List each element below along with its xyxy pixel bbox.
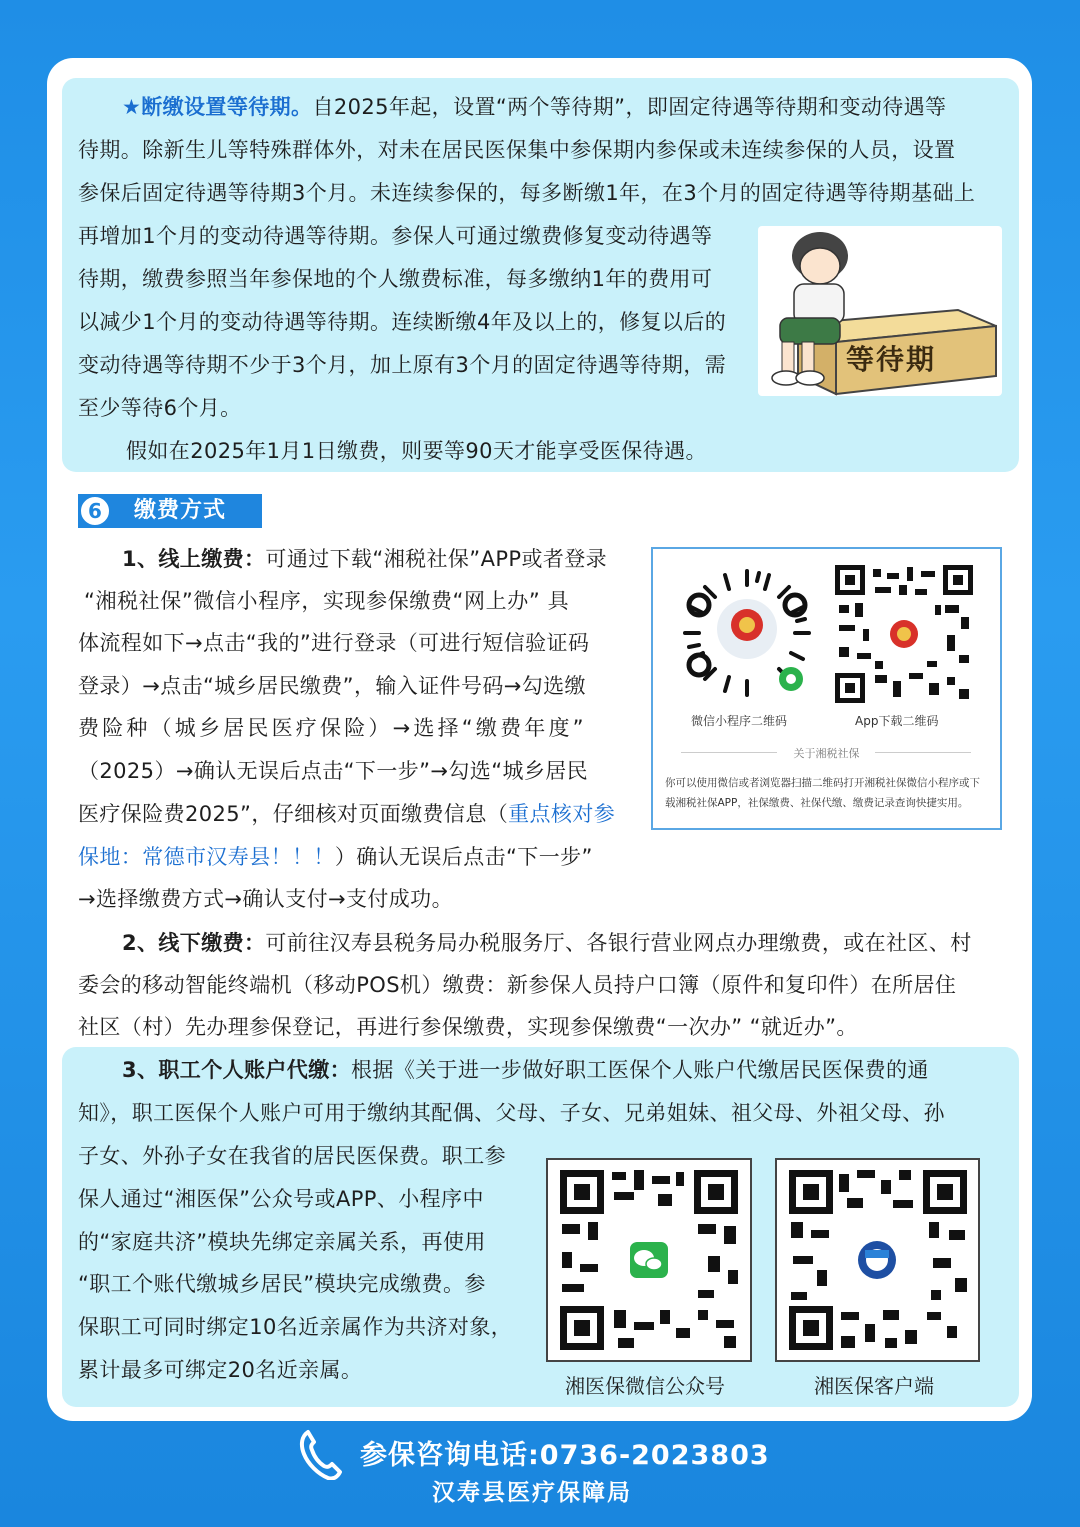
text-line: 再增加1个月的变动待遇等待期。参保人可通过缴费修复变动待遇等 [78,224,713,248]
text: 可通过下载“湘税社保”APP或者登录 [265,547,608,571]
online-line1 [122,538,607,581]
online-heading: 1、线上缴费： [122,547,266,571]
app-download-qr-caption: App下载二维码 [855,714,939,728]
text-line: 登录）→点击“城乡居民缴费”，输入证件号码→勾选缴 [78,674,586,698]
text-line: 累计最多可绑定20名近亲属。 [78,1358,363,1382]
text: 根据《关于进一步做好职工医保个人账户代缴居民医保费的通 [351,1058,929,1082]
text-line: 变动待遇等待期不少于3个月，加上原有3个月的固定待遇等待期，需 [78,353,727,377]
employee-line1 [122,1049,929,1092]
mini-program-qr-icon[interactable] [679,565,815,701]
xiangshui-qr-box [651,547,1002,830]
text-line: 以减少1个月的变动待遇等待期。连续断缴4年及以上的，修复以后的 [78,310,727,334]
employee-heading: 3、职工个人账户代缴： [122,1058,352,1082]
highlight-text: 保地：常德市汉寿县！！！ [78,845,335,869]
offline-heading: 2、线下缴费： [122,931,266,955]
text-line: “湘税社保”微信小程序，实现参保缴费“网上办” 具 [84,589,570,613]
waiting-period-paragraph-line1 [122,86,946,129]
app-download-qr-icon[interactable] [835,565,973,703]
app-client-qr-frame[interactable] [775,1158,980,1362]
offline-line1 [122,922,972,965]
text-line: 至少等待6个月。 [78,396,242,420]
text-line: 费险种（城乡居民医疗保险）→选择“缴费年度” [78,716,587,740]
wechat-official-qr-frame[interactable] [546,1158,752,1362]
wechat-official-caption: 湘医保微信公众号 [565,1374,725,1398]
qr-note: 你可以使用微信或者浏览器扫描二维码打开湘税社保微信小程序或下载湘税社保APP，社保缴费、社保代缴、缴费记录查询快捷实用。 [665,777,980,809]
text-line: 待期。除新生儿等特殊群体外，对未在居民医保集中参保期内参保或未连续参保的人员，设置 [78,138,956,162]
section-title: 缴费方式 [134,498,227,523]
phone-icon [298,1428,346,1480]
online-line7 [78,793,615,836]
text-line: 知》，职工医保个人账户可用于缴纳其配偶、父母、子女、兄弟姐妹、祖父母、外祖父母、孙 [78,1101,945,1125]
text-line: 保职工可同时绑定10名近亲属作为共济对象， [78,1315,513,1339]
example-text: 假如在2025年1月1日缴费，则要等90天才能享受医保待遇。 [126,439,707,463]
xiangyibao-app-qr-icon [777,1160,978,1360]
text-line: 体流程如下→点击“我的”进行登录（可进行短信验证码 [78,631,590,655]
wechat-qr-icon [548,1160,750,1360]
text-line: 子女、外孙子女在我省的居民医保费。职工参 [78,1144,506,1168]
text: 可前往汉寿县税务局办税服务厅、各银行营业网点办理缴费，或在社区、村 [265,931,972,955]
text-line: 社区（村）先办理参保登记，再进行参保缴费，实现参保缴费“一次办” “就近办”。 [78,1015,858,1039]
text-line: “职工个账代缴城乡居民”模块完成缴费。参 [78,1272,486,1296]
app-client-caption: 湘医保客户端 [814,1374,934,1398]
text-line: 委会的移动智能终端机（移动POS机）缴费：新参保人员持户口簿（原件和复印件）在所居住 [78,973,957,997]
text-line: 待期，缴费参照当年参保地的个人缴费标准，每多缴纳1年的费用可 [78,267,713,291]
text: 医疗保险费2025”，仔细核对页面缴费信息（ [78,802,509,826]
organization-name: 汉寿县医疗保障局 [432,1480,632,1506]
text-line: 的“家庭共济”模块先绑定亲属关系，再使用 [78,1230,486,1254]
waiting-period-heading: ★断缴设置等待期。 [122,95,313,119]
consult-phone[interactable]: 参保咨询电话:0736-2023803 [360,1440,770,1471]
qr-about-label: 关于湘税社保 [793,747,860,760]
illustration-label: 等待期 [846,343,937,376]
waiting-illustration [758,226,1002,396]
online-line8 [78,836,593,879]
highlight-text: 重点核对参 [508,802,616,826]
text-line: （2025）→确认无误后点击“下一步”→勾选“城乡居民 [78,759,589,783]
text: 自2025年起，设置“两个等待期”，即固定待遇等待期和变动待遇等 [312,95,947,119]
text-line: →选择缴费方式→确认支付→支付成功。 [78,887,453,911]
text-line: 保人通过“湘医保”公众号或APP、小程序中 [78,1187,484,1211]
section-number: 6 [78,494,112,528]
mini-program-qr-caption: 微信小程序二维码 [691,714,788,728]
text-line: 参保后固定待遇等待期3个月。未连续参保的，每多断缴1年，在3个月的固定待遇等待期基础上 [78,181,976,205]
text: ）确认无误后点击“下一步” [334,845,593,869]
